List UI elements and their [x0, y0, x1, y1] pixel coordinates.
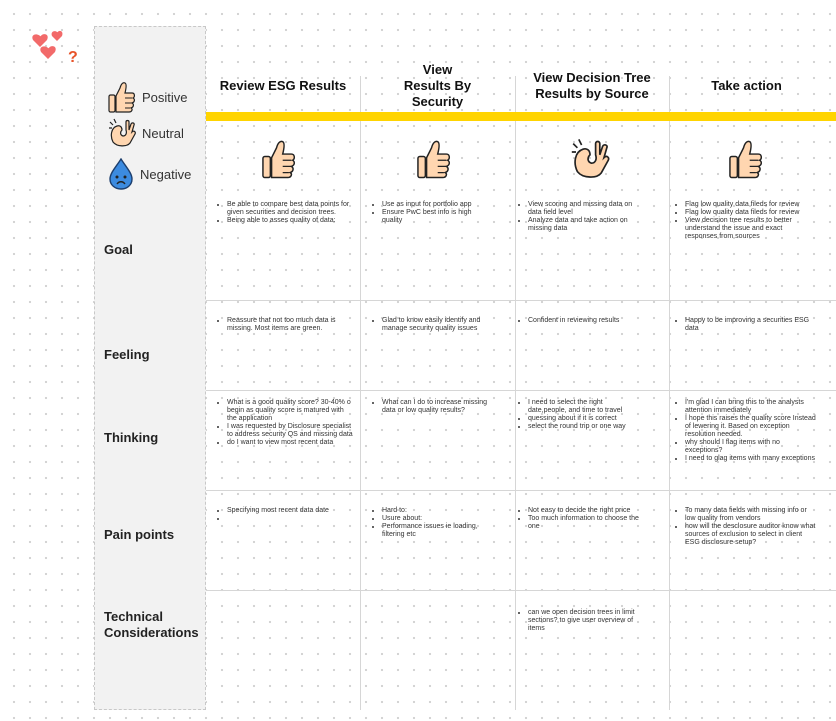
bullet-list — [218, 317, 354, 333]
bullet-list — [373, 201, 493, 225]
bullet-item: • Use as input for portfolio app — [382, 201, 493, 209]
journey-cell — [373, 317, 493, 333]
bullet-item: • Usure about: — [382, 515, 493, 523]
bullet-item: • Flag low quality data fileds for review — [685, 209, 816, 217]
thumbs-up-icon — [728, 138, 764, 180]
journey-cell — [676, 201, 816, 241]
row-divider — [206, 390, 836, 391]
journey-cell — [676, 507, 816, 547]
journey-map — [94, 26, 836, 710]
bullet-item: • What can I do to increase missing data or low quality results? — [382, 399, 493, 415]
row-label-pain-points: Pain points — [104, 527, 175, 542]
bullet-item: • Confident in reviewing results — [528, 317, 641, 325]
legend-neutral — [108, 118, 184, 148]
bullet-list — [373, 317, 493, 333]
journey-cell — [373, 201, 493, 225]
bullet-item: • Being able to asses quality of data: — [227, 217, 354, 225]
bullet-item: • do I want to view most recent data — [227, 439, 354, 447]
row-divider — [206, 300, 836, 301]
bullet-item: • I hope this raises the quality score Instead of lewering it. Based on exception resolution needed. — [685, 415, 816, 439]
row-label-technical-considerations: Technical Considerations — [104, 609, 199, 640]
bullet-item: • how will the desclosure auditor know what sources of exclusion to select in client ESG disclosure setup? — [685, 523, 816, 547]
row-divider — [206, 590, 836, 591]
journey-cell — [218, 399, 354, 447]
journey-cell — [519, 609, 641, 633]
bullet-item: • quessing about if it is correct — [528, 415, 641, 423]
bullet-item: • select the round trip or one way — [528, 423, 641, 431]
journey-cell — [218, 507, 354, 523]
journey-cell — [373, 399, 493, 415]
column-divider — [515, 76, 516, 710]
journey-cell — [676, 317, 816, 333]
bullet-list — [519, 609, 641, 633]
journey-cell — [218, 201, 354, 225]
bullet-item: • I'm glad I can bring this to the analysts attention immediately — [685, 399, 816, 415]
journey-cell — [373, 507, 493, 539]
bullet-item: • What is a good quality score? 30-40% o begin as quality score is matured with the application — [227, 399, 354, 423]
column-divider — [360, 76, 361, 710]
column-header: View Results By Security — [403, 62, 472, 109]
header-underline-bar — [206, 112, 836, 121]
bullet-item: • View decision tree results to better understand the issue and exact responses from sources — [685, 217, 816, 241]
bullet-item: • can we open decision trees in limit sections? to give user overview of items — [528, 609, 641, 633]
bullet-list — [373, 399, 493, 415]
bullet-item: • Not easy to decide the right price — [528, 507, 641, 515]
bullet-item: • View scoring and missing data on data field level — [528, 201, 641, 217]
journey-cell — [519, 201, 641, 233]
row-label-feeling: Feeling — [104, 347, 150, 362]
thumbs-up-icon — [416, 138, 452, 180]
bullet-list — [676, 399, 816, 463]
bullet-list — [519, 317, 641, 325]
bullet-list — [676, 507, 816, 547]
bullet-list — [218, 507, 354, 523]
legend-label: Neutral — [142, 125, 184, 141]
journey-cell — [519, 399, 641, 431]
ok-hand-icon — [108, 118, 136, 148]
bullet-item: • I need to glag items with many exceptions — [685, 455, 816, 463]
legend-label: Positive — [142, 89, 188, 105]
column-divider — [669, 76, 670, 710]
legend-label: Negative — [140, 166, 192, 182]
bullet-list — [519, 507, 641, 531]
bullet-item: • Analyze data and take action on missing data — [528, 217, 641, 233]
journey-cell — [676, 399, 816, 463]
bullet-item: • Glad to know easily identify and manage security quality issues — [382, 317, 493, 333]
bullet-list — [519, 201, 641, 233]
journey-cell — [519, 317, 641, 325]
ok-hand-icon — [570, 138, 610, 180]
row-label-goal: Goal — [104, 242, 133, 257]
bullet-item: • I was requested by Disclosure specialist to address security QS and missing data — [227, 423, 354, 439]
column-header: View Decision Tree Results by Source — [533, 70, 651, 101]
bullet-item: • Happy to be improving a securities ESG data — [685, 317, 816, 333]
thumbs-up-icon — [261, 138, 297, 180]
legend-negative — [108, 158, 191, 190]
bullet-item: • Hard to: — [382, 507, 493, 515]
journey-cell — [519, 507, 641, 531]
bullet-item: • why should I flag items with no exceptions? — [685, 439, 816, 455]
bullet-list — [519, 399, 641, 431]
bullet-list — [373, 507, 493, 539]
row-divider — [206, 490, 836, 491]
bullet-item — [227, 515, 354, 523]
bullet-item: • To many data fields with missing info or low quality from vendors — [685, 507, 816, 523]
svg-text:?: ? — [68, 49, 78, 66]
bullet-list — [218, 201, 354, 225]
journey-cell — [218, 317, 354, 333]
bullet-list — [218, 399, 354, 447]
column-header: Take action — [711, 78, 782, 93]
column-header: Review ESG Results — [219, 78, 347, 93]
bullet-item: • Reassure that not too much data is missing. Most items are green. — [227, 317, 354, 333]
bullet-list — [676, 317, 816, 333]
bullet-item: • I need to select the right date,people, and time to travel — [528, 399, 641, 415]
bullet-item: • Performance issues ie loading, filtering etc — [382, 523, 493, 539]
bullet-item: • Specifying most recent data date — [227, 507, 354, 515]
row-label-thinking: Thinking — [104, 430, 159, 445]
sad-drop-icon — [108, 158, 134, 190]
bullet-item: • Be able to compare best data points for given securities and decision trees. — [227, 201, 354, 217]
bullet-item: • Ensure PwC best info is high quality — [382, 209, 493, 225]
hearts-question-icon — [28, 28, 84, 68]
bullet-list — [676, 201, 816, 241]
bullet-item: • Flag low quality data fileds for review — [685, 201, 816, 209]
bullet-item: • Too much information to choose the one — [528, 515, 641, 531]
thumbs-up-icon — [108, 80, 136, 114]
legend-positive — [108, 80, 188, 114]
